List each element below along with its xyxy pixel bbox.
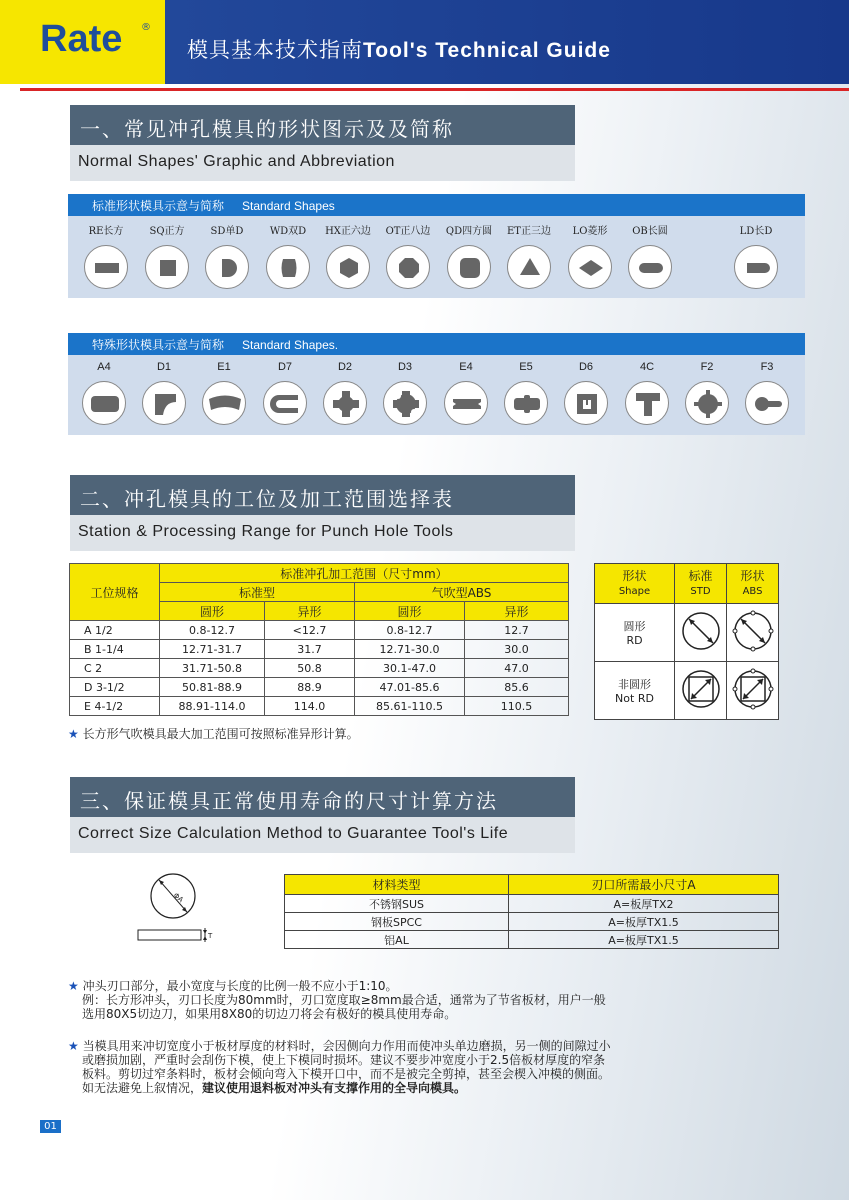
nonround-row-label	[595, 662, 675, 720]
round-std-cell	[675, 604, 727, 662]
std-round-cell: 31.71-50.8	[160, 659, 265, 678]
round-label-en: RD	[626, 634, 643, 647]
keyhole-icon	[745, 381, 789, 425]
shape-d6	[558, 361, 614, 425]
nonround-label-en: Not RD	[615, 692, 654, 705]
shape-d3	[377, 361, 433, 425]
single-d-icon	[205, 245, 249, 289]
shape-label: LD长D	[739, 226, 773, 237]
table-row	[285, 931, 779, 949]
abs-special-cell: 12.7	[465, 621, 569, 640]
triangle-icon	[507, 245, 551, 289]
table-row	[285, 895, 779, 913]
shape-label: E5	[519, 361, 533, 373]
standard-shapes-grid	[68, 216, 805, 298]
header-divider	[20, 88, 849, 91]
shape-label: ET正三边	[507, 226, 551, 237]
material-cell: 铝AL	[285, 931, 509, 949]
standard-shapes-title-en: Standard Shapes	[242, 199, 335, 213]
section-1-heading	[70, 105, 575, 181]
shape-d1	[136, 361, 192, 425]
octagon-icon	[386, 245, 430, 289]
min-size-cell: A=板厚TX1.5	[509, 913, 779, 931]
star-icon: ★	[68, 1039, 79, 1053]
shape-label: WD双D	[269, 226, 307, 237]
table-row	[70, 640, 569, 659]
station-cell: B 1-1/4	[70, 640, 160, 659]
round-std-icon	[679, 609, 723, 653]
station-cell: D 3-1/2	[70, 678, 160, 697]
rectangle-icon	[84, 245, 128, 289]
shape-e4	[438, 361, 494, 425]
shape-label: SD单D	[210, 226, 244, 237]
shape-col-header	[595, 564, 675, 604]
shape-label: LO菱形	[572, 226, 608, 237]
shape-col-en: Shape	[618, 585, 651, 597]
abs-round-cell: 0.8-12.7	[355, 621, 465, 640]
section-1-title-en: Normal Shapes' Graphic and Abbreviation	[70, 145, 575, 181]
shape-lo	[562, 222, 618, 289]
u-slot-icon	[263, 381, 307, 425]
notched-bar-icon	[444, 381, 488, 425]
std-col-cn: 标准	[688, 568, 713, 583]
shape-label: D2	[337, 361, 353, 373]
round-row-label	[595, 604, 675, 662]
shape-hx	[320, 222, 376, 289]
shape-label: D6	[578, 361, 594, 373]
star-icon: ★	[68, 727, 79, 741]
station-header: 工位规格	[70, 564, 160, 621]
std-special-header: 异形	[265, 602, 355, 621]
shape-label: F2	[700, 361, 714, 373]
arc-band-icon	[202, 381, 246, 425]
shape-label: QD四方圆	[445, 226, 493, 237]
table-row	[70, 659, 569, 678]
tee-icon	[625, 381, 669, 425]
std-round-cell: 88.91-114.0	[160, 697, 265, 716]
station-range-table	[69, 563, 569, 716]
note-ratio-line-1: 冲头刃口部分，最小宽度与长度的比例一般不应小于1:10。	[82, 979, 398, 993]
thickness-label: T	[208, 932, 213, 940]
standard-shapes-header	[68, 194, 805, 216]
standard-shapes-panel	[68, 194, 805, 298]
abs-round-cell: 12.71-30.0	[355, 640, 465, 659]
shape-d7	[257, 361, 313, 425]
shape-label: RE长方	[88, 226, 124, 237]
abs-special-cell: 30.0	[465, 640, 569, 659]
note-narrow-strip	[68, 1039, 611, 1095]
abs-special-header: 异形	[465, 602, 569, 621]
page-title-en: Tool's Technical Guide	[363, 39, 611, 62]
star-icon: ★	[68, 979, 79, 993]
shape-label: D3	[397, 361, 413, 373]
special-shapes-title-en: Standard Shapes.	[242, 338, 339, 352]
note-narrow-line-4a: 如无法避免上叙情况，	[82, 1081, 203, 1095]
station-cell: E 4-1/2	[70, 697, 160, 716]
section-2-title-cn: 二、冲孔模具的工位及加工范围选择表	[70, 475, 575, 515]
min-size-cell: A=板厚TX1.5	[509, 931, 779, 949]
table-row	[70, 697, 569, 716]
square-u-icon	[564, 381, 608, 425]
shape-qd	[441, 222, 497, 289]
std-col-header	[675, 564, 727, 604]
rounded-rect-icon	[82, 381, 126, 425]
note-narrow-line-3: 板料。剪切过窄条料时，板材会倾向弯入下模开口中，而不是被完全剪掉，甚至会楔入冲模的侧面。	[82, 1067, 611, 1081]
note-narrow-line-2: 或磨损加剧，严重时会刮伤下模，使上下模同时损坏。建议不要步冲宽度小于2.5倍板材厚度的窄条	[82, 1053, 606, 1067]
diameter-label: ΦA	[171, 891, 185, 905]
shape-ld	[728, 222, 784, 289]
shape-a4	[76, 361, 132, 425]
nonround-std-cell	[675, 662, 727, 720]
special-shapes-header	[68, 333, 805, 355]
page-title-cn: 模具基本技术指南	[187, 38, 363, 62]
abs-special-cell: 85.6	[465, 678, 569, 697]
abs-special-cell: 47.0	[465, 659, 569, 678]
section-3-title-cn: 三、保证模具正常使用寿命的尺寸计算方法	[70, 777, 575, 817]
shape-label: OT正八边	[385, 226, 431, 237]
registered-mark: ®	[141, 22, 151, 33]
shape-4c	[619, 361, 675, 425]
shape-sq	[139, 222, 195, 289]
page-number: 01	[40, 1120, 61, 1133]
special-shapes-panel	[68, 333, 805, 435]
shape-re	[78, 222, 134, 289]
circle-keys-icon	[685, 381, 729, 425]
shape-label: D7	[277, 361, 293, 373]
std-round-cell: 50.81-88.9	[160, 678, 265, 697]
nonround-std-icon	[679, 667, 723, 711]
shape-e1	[196, 361, 252, 425]
cross-notched-icon	[383, 381, 427, 425]
long-d-icon	[734, 245, 778, 289]
diamond-icon	[568, 245, 612, 289]
shape-col-cn: 形状	[622, 568, 647, 583]
shape-sd	[199, 222, 255, 289]
shape-label: OB长圆	[632, 226, 668, 237]
shape-et	[501, 222, 557, 289]
shape-f2	[679, 361, 735, 425]
special-shapes-grid	[68, 355, 805, 435]
std-special-cell: 88.9	[265, 678, 355, 697]
table-row	[70, 621, 569, 640]
section-1-title-cn: 一、常见冲孔模具的形状图示及及简称	[70, 105, 575, 145]
brand-logo-block	[0, 0, 165, 84]
rounded-square-icon	[447, 245, 491, 289]
std-special-cell: 114.0	[265, 697, 355, 716]
note-ratio-line-2: 例：长方形冲头，刃口长度为80mm时，刃口宽度取≥8mm最合适，通常为了节省板材，用户一般	[82, 993, 606, 1007]
station-cell: A 1/2	[70, 621, 160, 640]
abs-round-cell: 47.01-85.6	[355, 678, 465, 697]
page-header	[0, 0, 849, 84]
round-abs-cell	[727, 604, 779, 662]
material-cell: 钢板SPCC	[285, 913, 509, 931]
range-group-header: 标准冲孔加工范围（尺寸mm）	[160, 564, 569, 583]
special-shapes-title-cn: 特殊形状模具示意与简称	[92, 338, 225, 352]
brand-logo: Rate	[40, 18, 123, 60]
station-note-text: 长方形气吹模具最大加工范围可按照标准异形计算。	[82, 727, 359, 741]
note-ratio-line-3: 选用80X5切边刀，如果用8X80的切边刀将会有极好的模具使用寿命。	[82, 1007, 457, 1021]
shape-label: E1	[217, 361, 231, 373]
shape-label: F3	[760, 361, 774, 373]
shape-ob	[622, 222, 678, 289]
square-icon	[145, 245, 189, 289]
station-note	[68, 727, 359, 741]
round-abs-icon	[731, 609, 775, 653]
shape-d2	[317, 361, 373, 425]
std-type-header: 标准型	[160, 583, 355, 602]
abs-col-header	[727, 564, 779, 604]
shape-label: HX正六边	[325, 226, 371, 237]
section-2-title-en: Station & Processing Range for Punch Hole Tools	[70, 515, 575, 551]
abs-round-cell: 85.61-110.5	[355, 697, 465, 716]
obround-icon	[628, 245, 672, 289]
std-special-cell: 50.8	[265, 659, 355, 678]
material-header: 材料类型	[285, 875, 509, 895]
min-size-header: 刃口所需最小尺寸A	[509, 875, 779, 895]
note-ratio	[68, 979, 606, 1021]
material-min-size-table	[284, 874, 779, 949]
quarter-round-icon	[142, 381, 186, 425]
shape-e5	[498, 361, 554, 425]
section-3-heading	[70, 777, 575, 853]
abs-round-header: 圆形	[355, 602, 465, 621]
abs-type-header: 气吹型ABS	[355, 583, 569, 602]
note-narrow-line-4b: 建议使用退料板对冲头有支撑作用的全导向模具。	[202, 1081, 467, 1095]
shape-ot	[380, 222, 436, 289]
std-special-cell: <12.7	[265, 621, 355, 640]
nonround-abs-icon	[731, 667, 775, 711]
hexagon-icon	[326, 245, 370, 289]
nonround-label-cn: 非圆形	[618, 678, 651, 691]
shape-label: SQ正方	[149, 226, 185, 237]
abs-round-cell: 30.1-47.0	[355, 659, 465, 678]
nonround-abs-cell	[727, 662, 779, 720]
std-col-en: STD	[690, 585, 711, 597]
abs-col-en: ABS	[742, 585, 763, 597]
abs-special-cell: 110.5	[465, 697, 569, 716]
std-round-cell: 12.71-31.7	[160, 640, 265, 659]
shape-type-table	[594, 563, 779, 720]
std-round-header: 圆形	[160, 602, 265, 621]
min-size-cell: A=板厚TX2	[509, 895, 779, 913]
shape-wd	[260, 222, 316, 289]
cross-round-icon	[323, 381, 367, 425]
shape-f3	[739, 361, 795, 425]
page-title	[187, 34, 611, 64]
note-narrow-line-1: 当模具用来冲切宽度小于板材厚度的材料时，会因侧向力作用而使冲头单边磨损，另一侧的间隙过小	[82, 1039, 611, 1053]
section-2-heading	[70, 475, 575, 551]
table-row	[70, 678, 569, 697]
shape-label: A4	[97, 361, 111, 373]
title-bar	[165, 0, 849, 84]
abs-col-cn: 形状	[740, 568, 765, 583]
round-label-cn: 圆形	[623, 620, 646, 633]
bumped-bar-icon	[504, 381, 548, 425]
shape-label: E4	[459, 361, 473, 373]
std-special-cell: 31.7	[265, 640, 355, 659]
standard-shapes-title-cn: 标准形状模具示意与简称	[92, 199, 225, 213]
double-d-icon	[266, 245, 310, 289]
shape-label: D1	[156, 361, 172, 373]
shape-label: 4C	[639, 361, 655, 373]
table-row	[285, 913, 779, 931]
std-round-cell: 0.8-12.7	[160, 621, 265, 640]
punch-size-diagram	[135, 872, 215, 947]
section-3-title-en: Correct Size Calculation Method to Guarantee Tool's Life	[70, 817, 575, 853]
station-cell: C 2	[70, 659, 160, 678]
material-cell: 不锈钢SUS	[285, 895, 509, 913]
